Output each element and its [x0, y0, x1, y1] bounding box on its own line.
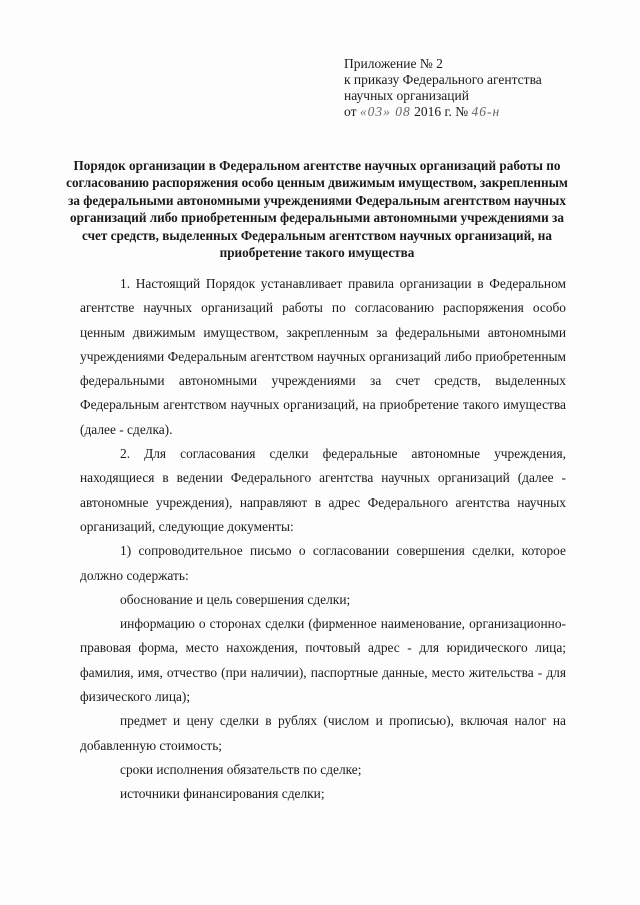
annex-number-handwritten: 46-н — [471, 104, 501, 119]
document-body — [80, 272, 566, 807]
annex-date-year: 2016 г. № — [414, 104, 469, 119]
list-item-funding: источники финансирования сделки; — [120, 786, 325, 802]
annex-date-handwritten: «03» 08 — [359, 104, 411, 119]
annex-header — [344, 56, 584, 120]
list-item-parties: информацию о сторонах сделки (фирменное наименование, организационно-правовая форма, место нахождения, почтовый адрес - для юридического лица; фамилия, имя, отчество (при наличии), паспортные данные, место жительства - для физического лица); — [80, 616, 566, 705]
annex-date-prefix: от — [344, 104, 357, 119]
annex-number: Приложение № 2 — [344, 56, 443, 71]
paragraph-1: 1. Настоящий Порядок устанавливает правила организации в Федеральном агентстве научных организаций работы по согласованию распоряжения особо ценным движимым имуществом, закрепленным за федеральными автономными учреждениями Федеральным агентством научных организаций либо приобретенным федеральными автономными учреждениями за счет средств, выделенных Федеральным агентством научных организаций, на приобретение такого имущества (далее - сделка). — [80, 276, 566, 437]
list-item-subject-price: предмет и цену сделки в рублях (числом и прописью), включая налог на добавленную стоимость; — [80, 713, 566, 753]
paragraph-2: 2. Для согласования сделки федеральные автономные учреждения, находящиеся в ведении Федерального агентства научных организаций (далее - автономные учреждения), направляют в адрес Федерального агентства научных организаций, следующие документы: — [80, 446, 566, 534]
document-title: Порядок организации в Федеральном агентстве научных организаций работы по согласованию распоряжения особо ценным движимым имуществом, закрепленным за федеральными автономными учреждениями Федеральным агентством научных организаций либо приобретенным федеральными автономными учреждениями за счет средств, выделенных Федеральным агентством научных организаций, на приобретение такого имущества — [66, 158, 568, 261]
list-item-1: 1) сопроводительное письмо о согласовании совершения сделки, которое должно содержать: — [80, 543, 566, 583]
annex-order-ref: к приказу Федерального агентства — [344, 72, 542, 87]
annex-date-line — [344, 104, 584, 120]
annex-agency: научных организаций — [344, 88, 469, 103]
list-item-deadlines: сроки исполнения обязательств по сделке; — [120, 761, 362, 777]
list-item-purpose: обоснование и цель совершения сделки; — [120, 591, 351, 607]
